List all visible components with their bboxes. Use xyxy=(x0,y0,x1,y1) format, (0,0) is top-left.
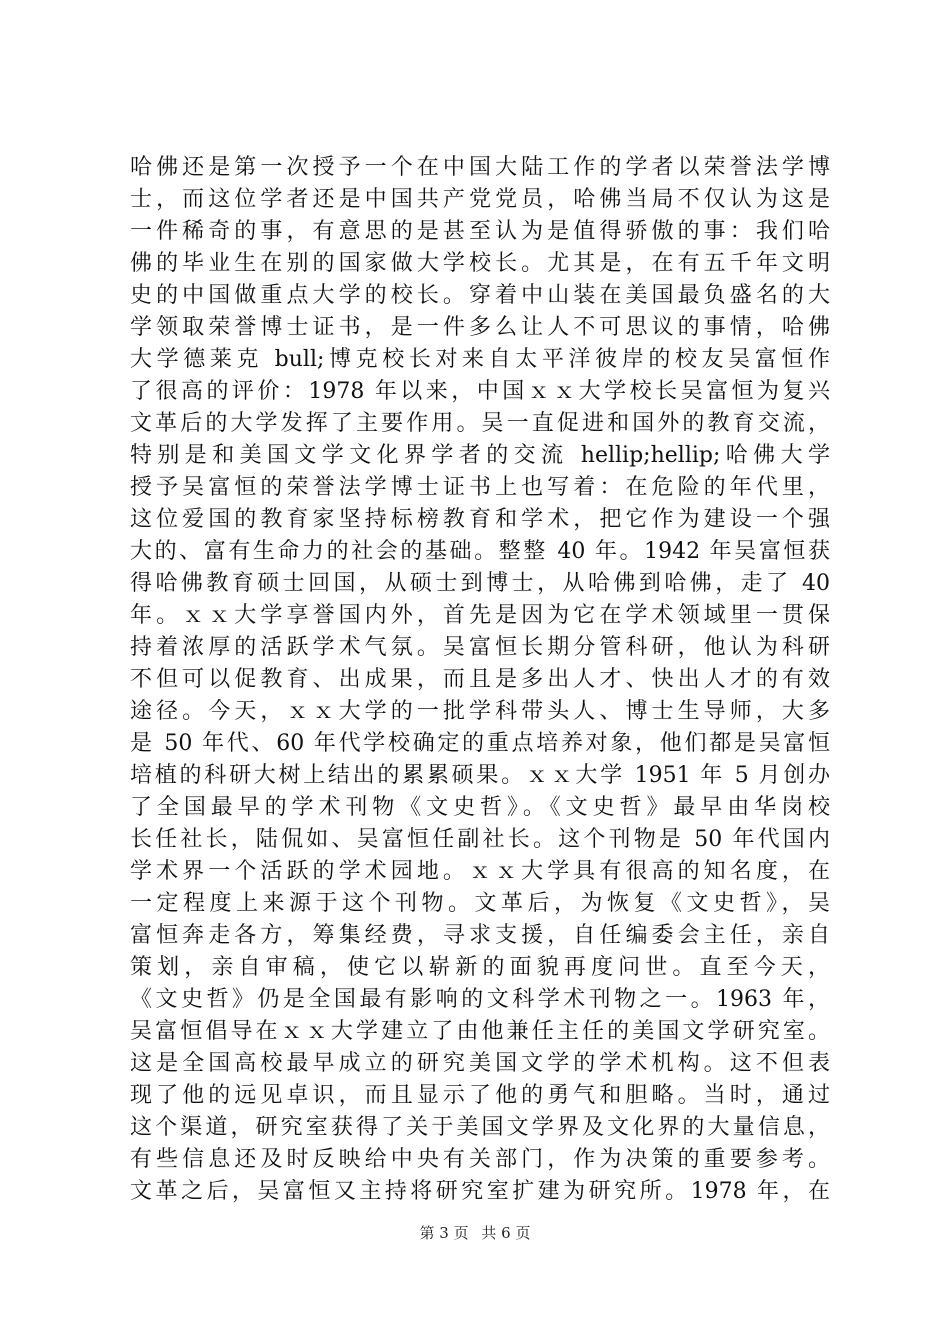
text-line: 持着浓厚的活跃学术气氛。吴富恒长期分管科研，他认为科研 xyxy=(130,635,830,660)
text-line: 授予吴富恒的荣誉法学博士证书上也写着：在危险的年代里， xyxy=(130,475,830,500)
text-line: 一件稀奇的事，有意思的是甚至认为是值得骄傲的事：我们哈 xyxy=(130,219,830,244)
text-line: 哈佛还是第一次授予一个在中国大陆工作的学者以荣誉法学博 xyxy=(130,155,830,180)
text-line: 文革后的大学发挥了主要作用。吴一直促进和国外的教育交流， xyxy=(130,411,830,436)
text-line: 富恒奔走各方，筹集经费，寻求支援，自任编委会主任，亲自 xyxy=(130,923,830,948)
page-footer xyxy=(0,1222,950,1243)
text-line: 这个渠道，研究室获得了关于美国文学界及文化界的大量信息， xyxy=(130,1115,830,1140)
text-line: 了全国最早的学术刊物《文史哲》。《文史哲》最早由华岗校 xyxy=(130,795,830,820)
page-total: 共 6 页 xyxy=(481,1224,531,1242)
text-line: 《文史哲》仍是全国最有影响的文科学术刊物之一。1963 年， xyxy=(130,987,830,1012)
text-line: 策划，亲自审稿，使它以崭新的面貌再度问世。直至今天， xyxy=(130,955,830,980)
text-line: 培植的科研大树上结出的累累硕果。ｘｘ大学 1951 年 5 月创办 xyxy=(130,763,830,788)
text-line: 大学德莱克 bull;博克校长对来自太平洋彼岸的校友吴富恒作 xyxy=(130,347,830,372)
text-line: 长任社长，陆侃如、吴富恒任副社长。这个刊物是 50 年代国内 xyxy=(130,827,830,852)
text-line: 学领取荣誉博士证书，是一件多么让人不可思议的事情，哈佛 xyxy=(130,315,830,340)
text-line: 这是全国高校最早成立的研究美国文学的学术机构。这不但表 xyxy=(130,1051,830,1076)
text-line: 途径。今天，ｘｘ大学的一批学科带头人、博士生导师，大多 xyxy=(130,699,830,724)
page-number: 第 3 页 xyxy=(419,1224,469,1242)
text-line: 士，而这位学者还是中国共产党党员，哈佛当局不仅认为这是 xyxy=(130,187,830,212)
text-line: 了很高的评价：1978 年以来，中国ｘｘ大学校长吴富恒为复兴 xyxy=(130,379,830,404)
text-line: 史的中国做重点大学的校长。穿着中山装在美国最负盛名的大 xyxy=(130,283,830,308)
text-line: 现了他的远见卓识，而且显示了他的勇气和胆略。当时，通过 xyxy=(130,1083,830,1108)
text-line: 年。ｘｘ大学享誉国内外，首先是因为它在学术领域里一贯保 xyxy=(130,603,830,628)
text-line: 文革之后，吴富恒又主持将研究室扩建为研究所。1978 年，在 xyxy=(130,1179,830,1204)
body-paragraph xyxy=(130,152,830,1208)
text-line: 是 50 年代、60 年代学校确定的重点培养对象，他们都是吴富恒 xyxy=(130,731,830,756)
text-line: 学术界一个活跃的学术园地。ｘｘ大学具有很高的知名度，在 xyxy=(130,859,830,884)
text-line: 吴富恒倡导在ｘｘ大学建立了由他兼任主任的美国文学研究室。 xyxy=(130,1019,830,1044)
text-line: 特别是和美国文学文化界学者的交流 hellip;hellip;哈佛大学 xyxy=(130,443,830,468)
text-line: 不但可以促教育、出成果，而且是多出人才、快出人才的有效 xyxy=(130,667,830,692)
text-line: 这位爱国的教育家坚持标榜教育和学术，把它作为建设一个强 xyxy=(130,507,830,532)
text-line: 大的、富有生命力的社会的基础。整整 40 年。1942 年吴富恒获 xyxy=(130,539,830,564)
text-line: 佛的毕业生在别的国家做大学校长。尤其是，在有五千年文明 xyxy=(130,251,830,276)
text-line: 有些信息还及时反映给中央有关部门，作为决策的重要参考。 xyxy=(130,1147,830,1172)
text-line: 得哈佛教育硕士回国，从硕士到博士，从哈佛到哈佛，走了 40 xyxy=(130,571,830,596)
text-line: 一定程度上来源于这个刊物。文革后，为恢复《文史哲》，吴 xyxy=(130,891,830,916)
